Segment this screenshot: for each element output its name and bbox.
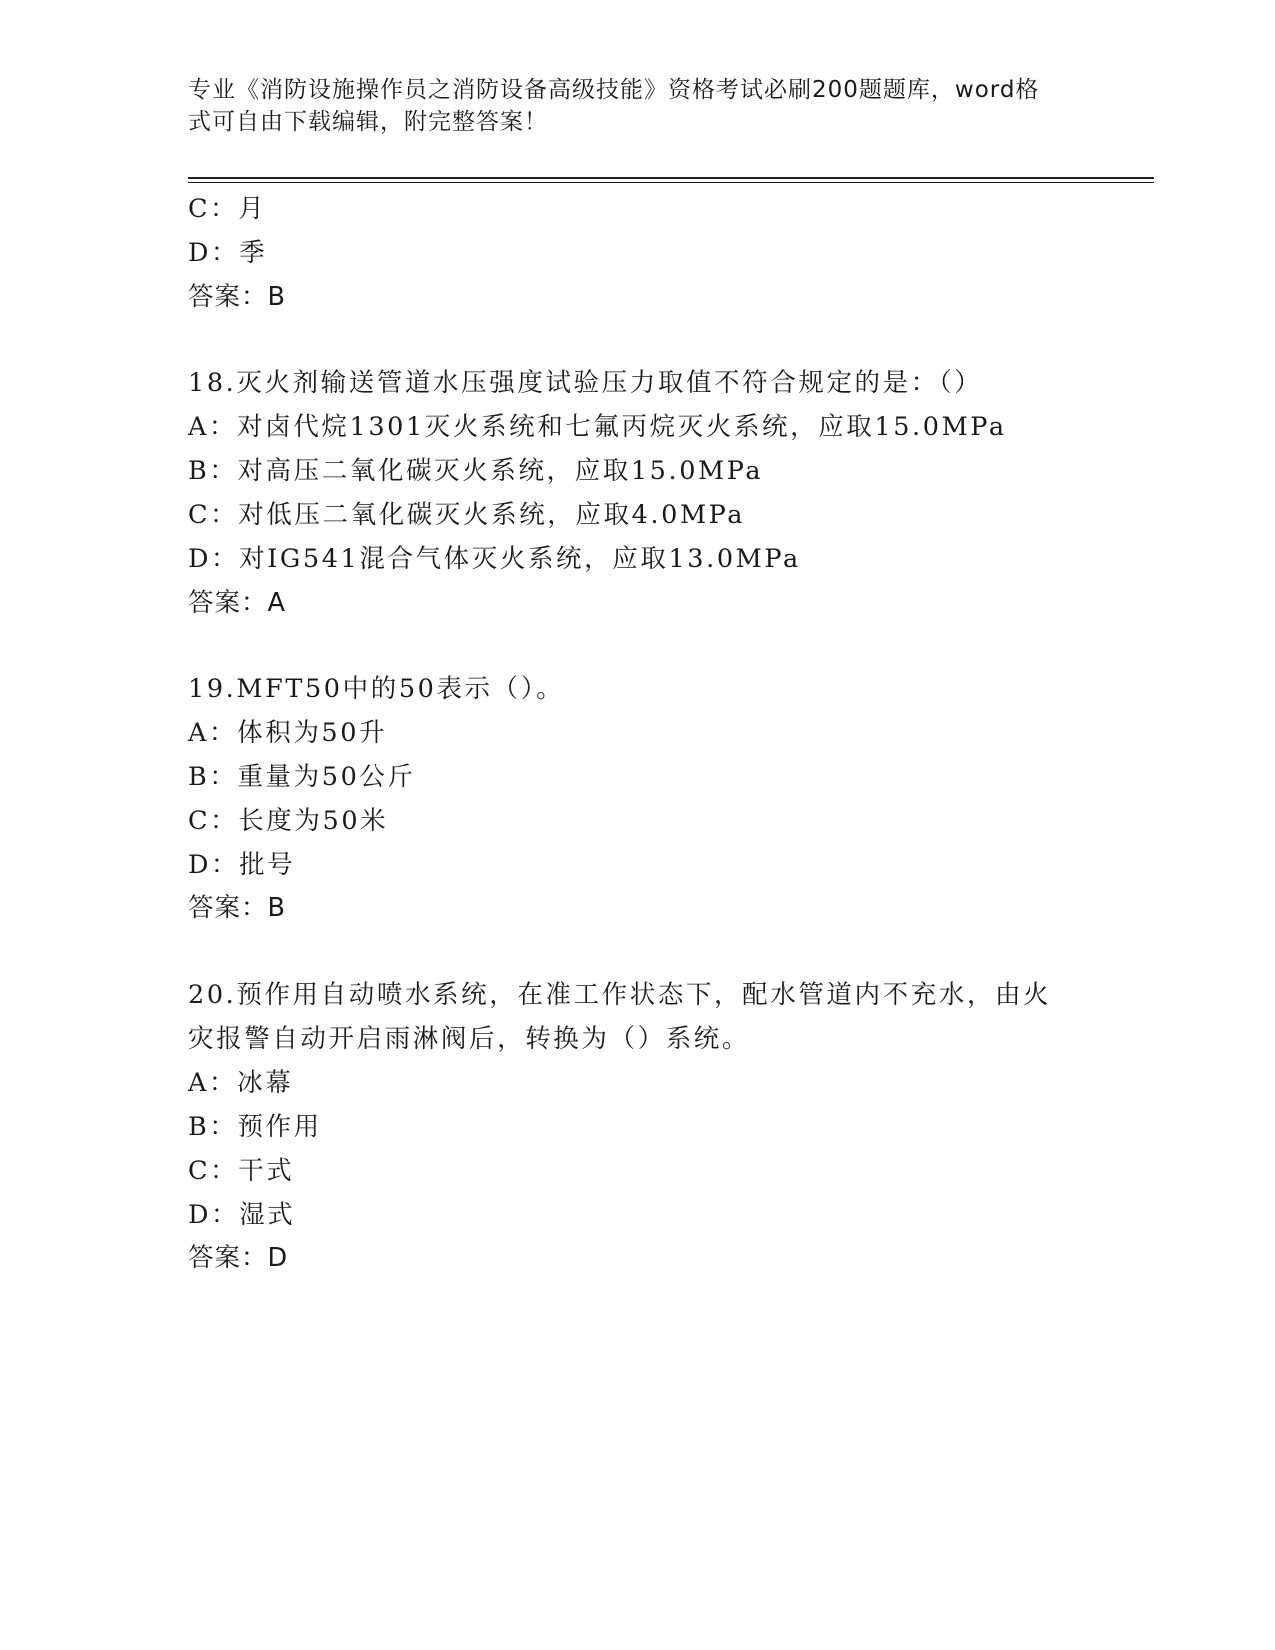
q19-answer: 答案：B (188, 893, 286, 923)
q17-answer: 答案：B (188, 282, 286, 312)
q20-option-b: B：预作用 (188, 1112, 322, 1142)
q18-question: 18.灭火剂输送管道水压强度试验压力取值不符合规定的是：（） (188, 368, 983, 398)
header-line-2: 式可自由下载编辑，附完整答案！ (188, 109, 548, 135)
header-line-1: 专业《消防设施操作员之消防设备高级技能》资格考试必刷200题题库，word格 (188, 77, 1040, 103)
header-divider-thin (188, 182, 1154, 183)
q18-option-a: A：对卤代烷1301灭火系统和七氟丙烷灭火系统，应取15.0MPa (188, 412, 1007, 442)
q17-option-d: D：季 (188, 238, 268, 268)
q18-answer: 答案：A (188, 588, 286, 618)
q19-option-d: D：批号 (188, 850, 296, 880)
q20-option-a: A：冰幕 (188, 1068, 294, 1098)
q20-answer: 答案：D (188, 1243, 289, 1273)
q20-question-line-1: 20.预作用自动喷水系统，在准工作状态下，配水管道内不充水，由火 (188, 980, 1052, 1010)
q18-option-d: D：对IG541混合气体灭火系统，应取13.0MPa (188, 544, 801, 574)
q20-option-d: D：湿式 (188, 1200, 296, 1230)
q19-question: 19.MFT50中的50表示（）。 (188, 674, 565, 704)
document-header (188, 74, 1068, 138)
q18-option-b: B：对高压二氧化碳灭火系统，应取15.0MPa (188, 456, 764, 486)
header-divider-thick (188, 177, 1154, 179)
q19-option-b: B：重量为50公斤 (188, 762, 416, 792)
q18-option-c: C：对低压二氧化碳灭火系统，应取4.0MPa (188, 500, 746, 530)
q20-option-c: C：干式 (188, 1156, 295, 1186)
q17-option-c: C：月 (188, 194, 267, 224)
q20-question-line-2: 灾报警自动开启雨淋阀后，转换为（）系统。 (188, 1024, 751, 1054)
q19-option-a: A：体积为50升 (188, 718, 388, 748)
q19-option-c: C：长度为50米 (188, 806, 389, 836)
